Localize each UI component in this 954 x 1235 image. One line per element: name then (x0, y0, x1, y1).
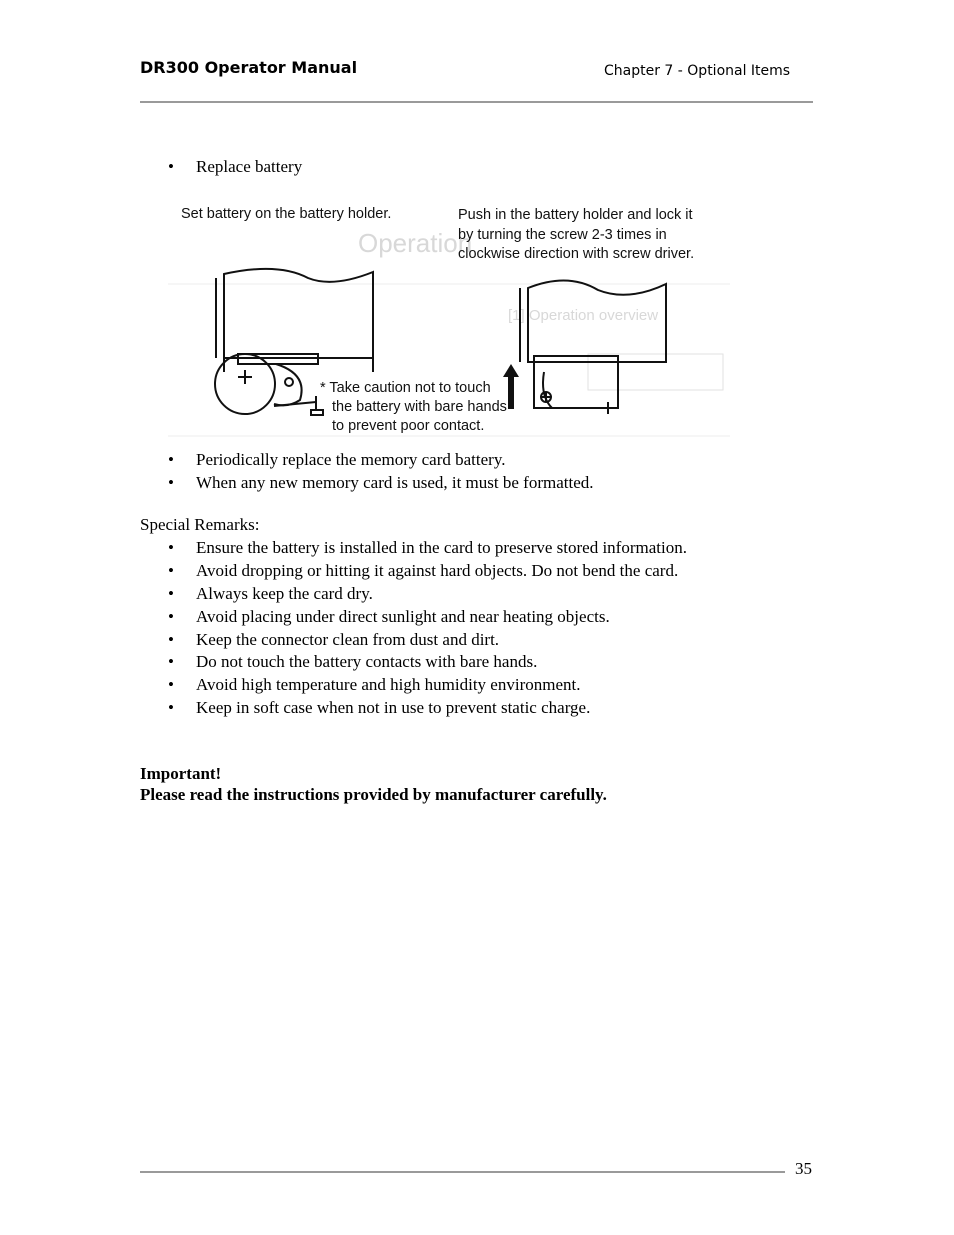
special-remarks-heading: Special Remarks: (140, 515, 260, 534)
list-item: • Always keep the card dry. (168, 583, 373, 603)
list-item-text: When any new memory card is used, it must be formatted. (196, 472, 594, 492)
list-item: • When any new memory card is used, it must be formatted. (168, 472, 594, 492)
header-rule (140, 101, 813, 103)
list-item-text: Do not touch the battery contacts with bare hands. (196, 652, 538, 672)
list-item-text: Ensure the battery is installed in the card to preserve stored information. (196, 538, 687, 557)
list-item: • Do not touch the battery contacts with bare hands. (168, 652, 538, 672)
left-caption: Set battery on the battery holder. (181, 206, 392, 222)
list-item: • Ensure the battery is installed in the card to preserve stored information. (168, 538, 687, 557)
list-item: • Avoid high temperature and high humidity environment. (168, 675, 581, 695)
list-item-text: Keep the connector clean from dust and dirt. (196, 629, 500, 649)
list-item-text: Periodically replace the memory card battery. (196, 450, 506, 469)
list-item-text: Avoid high temperature and high humidity environment. (196, 675, 581, 695)
list-item-text: Replace battery (196, 157, 303, 176)
list-item: • Avoid placing under direct sunlight and near heating objects. (168, 606, 610, 626)
svg-text:[1] Operation overview: [1] Operation overview (508, 307, 659, 324)
caution-line-3: to prevent poor contact. (332, 418, 485, 434)
manual-title: DR300 Operator Manual (140, 58, 358, 77)
replace-battery-list (168, 156, 302, 179)
special-remarks-list (168, 537, 687, 720)
list-item: • Avoid dropping or hitting it against hard objects. Do not bend the card. (168, 560, 679, 580)
chapter-title: Chapter 7 - Optional Items (604, 63, 791, 79)
important-text: Please read the instructions provided by manufacturer carefully. (140, 785, 607, 804)
list-item-text: Avoid placing under direct sunlight and near heating objects. (196, 606, 610, 626)
right-caption-line-3: clockwise direction with screw driver. (458, 246, 695, 262)
memory-card-list (168, 449, 594, 495)
list-item: • Replace battery (168, 157, 303, 176)
list-item: • Keep the connector clean from dust and dirt. (168, 629, 500, 649)
right-caption-line-1: Push in the battery holder and lock it (458, 207, 693, 223)
battery-diagram (168, 196, 730, 446)
list-item: • Keep in soft case when not in use to prevent static charge. (168, 698, 591, 718)
list-item-text: Keep in soft case when not in use to prevent static charge. (196, 698, 591, 718)
list-item: • Periodically replace the memory card battery. (168, 450, 506, 469)
list-item-text: Avoid dropping or hitting it against hard objects. Do not bend the card. (196, 560, 679, 580)
important-title: Important! (140, 764, 222, 783)
caution-line-1: * Take caution not to touch (320, 380, 491, 396)
footer-rule (140, 1171, 785, 1173)
page-number: 35 (795, 1159, 812, 1178)
right-caption-line-2: by turning the screw 2-3 times in (458, 227, 667, 243)
list-item-text: Always keep the card dry. (196, 583, 373, 603)
battery-replacement-figure (168, 196, 730, 446)
caution-line-2: the battery with bare hands (332, 399, 507, 415)
svg-text:Operation: Operation (358, 228, 473, 258)
important-notice (140, 763, 607, 805)
